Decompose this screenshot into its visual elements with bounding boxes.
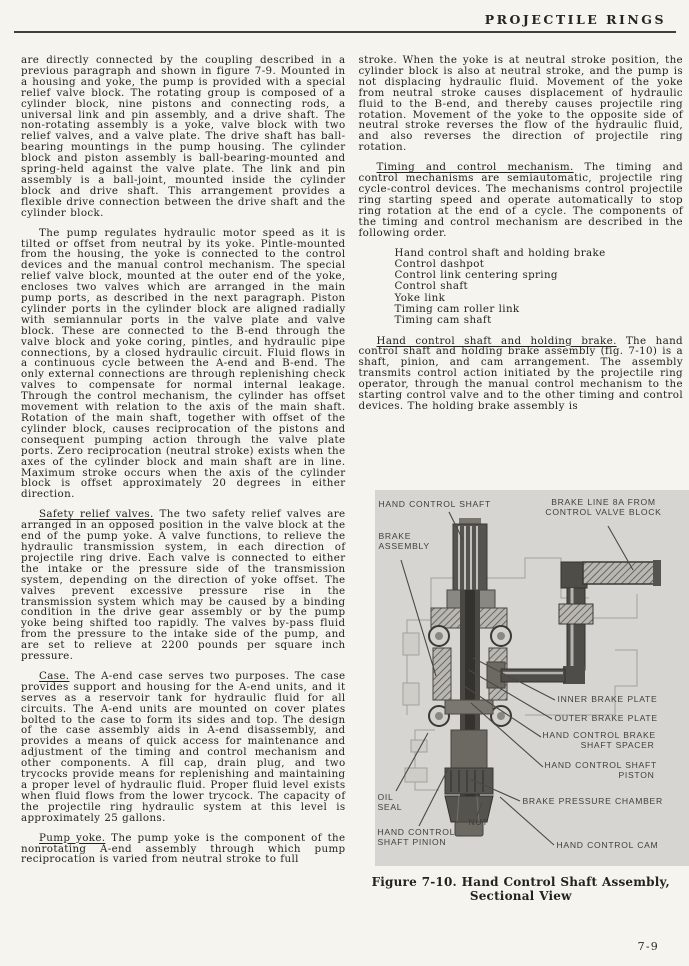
paragraph: Pump yoke. The pump yoke is the component of the nonrotating A-end assembly through which pump reciprocation is varied from neutral stroke to full bbox=[21, 831, 346, 866]
paragraph: Case. The A-end case serves two purposes. The case provides support and housing for the A-end units, and it serves as a reservoir tank for hydraulic fluid for all circuits. The A-end units are mounted on cover plates bolted to the case to form its sides and top. The design of the case assembly aids in A-end disassembly, and provides a means of quick access for maintenance and adjustment of the timing and control mechanism and other components. A fill cap, drain plug, and two trycocks provide means for replenishing and maintaining a proper level of hydraulic fluid. Proper fluid level exists when fluid flows from the lower trycock. The capacity of the projectile ring hydraulic system at this level is approximately 25 gallons. bbox=[21, 669, 346, 824]
right-column-paragraphs bbox=[359, 55, 684, 239]
shaft-assembly-drawing bbox=[429, 518, 511, 836]
figure-label-brake-assembly: BRAKE ASSEMBLY bbox=[378, 530, 430, 551]
paragraph-lead: Hand control shaft and holding brake. bbox=[376, 334, 617, 347]
paragraph-lead: Pump yoke. bbox=[39, 831, 106, 844]
component-list-item: Yoke link bbox=[394, 291, 446, 304]
figure-label-hand-control-shaft: HAND CONTROL SHAFT bbox=[378, 498, 491, 509]
figure-label-inner-brake-plate: INNER BRAKE PLATE bbox=[557, 693, 658, 704]
component-list-item: Timing cam roller link bbox=[394, 302, 520, 315]
paragraph: are directly connected by the coupling described in a previous paragraph and shown in figure 7-9. Mounted in a housing and yoke, the pump is provided with a special relief valve block. The rotating group is composed of a cylinder block, nine pistons and connecting rods, a universal link and pin assembly, and a drive shaft. The non-rotating assembly is a yoke, valve block with two relief valves, and a valve plate. The drive shaft has ball-bearing mountings in the pump housing. The cylinder block and piston assembly is ball-bearing-mounted and spring-held against the valve plate. The link and pin assembly is a ball-joint, mounted inside the cylinder block and drive shaft. This arrangement provides a flexible drive connection between the drive shaft and the cylinder block. bbox=[21, 54, 346, 219]
figure-label-shaft-piston: HAND CONTROL SHAFT PISTON bbox=[544, 759, 657, 780]
figure-label-nut: NUT bbox=[468, 816, 489, 827]
figure-label-brake-pressure-chamber: BRAKE PRESSURE CHAMBER bbox=[522, 795, 663, 806]
two-column-body bbox=[21, 55, 683, 904]
figure-label-hand-control-cam: HAND CONTROL CAM bbox=[556, 839, 659, 850]
figure-caption-line2: Sectional View bbox=[469, 889, 572, 904]
figure-caption bbox=[359, 875, 684, 904]
right-column-paragraphs bbox=[359, 336, 684, 412]
figure-label-oil-seal: OIL SEAL bbox=[377, 791, 403, 812]
paragraph-lead: Timing and control mechanism. bbox=[376, 161, 574, 174]
paragraph: Hand control shaft and holding brake. The hand control shaft and holding brake assembly (fig. 7-10) is a shaft, pinion, and cam arrangement. The assembly transmits control action initiated by the projectile ring operator, through the manual control mechanism to the starting control valve and to the other timing and control devices. The holding brake assembly is bbox=[358, 334, 683, 413]
left-column bbox=[21, 55, 346, 904]
component-list-item: Control shaft bbox=[394, 280, 468, 293]
component-list-item: Control link centering spring bbox=[394, 269, 558, 282]
running-head: PROJECTILE RINGS bbox=[484, 12, 666, 27]
page-number: 7-9 bbox=[637, 940, 659, 953]
paragraph: The pump regulates hydraulic motor speed as it is tilted or offset from neutral by its yoke. Pintle-mounted from the housing, the yoke is connected to the control devices and the manual control mechanism. The special relief valve block, mounted at the outer end of the yoke, encloses two valves which are arranged in the main pump ports, as described in the next paragraph. Piston cylinder ports in the cylinder block are aligned radially with semiannular ports in the valve plate and valve block. These are connected to the B-end through the valve block and yoke coring, pintles, and hydraulic pipe connections, by a closed hydraulic circuit. Fluid flows in a continuous cycle between the A-end and B-end. The only external connections are through replenishing check valves to compensate for normal internal leakage. Through the control mechanism, the cylinder has offset movement with relation to the axis of the main shaft. Rotation of the main shaft, together with offset of the cylinder block, causes reciprocation of the pistons and consequent pumping action through the valve plate ports. Zero reciprocation (neutral stroke) exists when the axes of the cylinder block and main shaft are in line. Maximum stroke occurs when the axis of the cylinder block is offset approximately 20 degrees in either direction. bbox=[21, 226, 346, 501]
component-list bbox=[395, 248, 684, 327]
component-list-item: Hand control shaft and holding brake bbox=[394, 246, 606, 259]
paragraph: stroke. When the yoke is at neutral stroke position, the cylinder block is also at neutral stroke, and the pump is not displacing hydraulic fluid. Movement of the yoke from neutral stroke causes displacement of hydraulic fluid to the B-end, and thereby causes projectile ring rotation. Movement of the yoke to the opposite side of neutral stroke reverses the flow of the hydraulic fluid, and also reverses the direction of projectile ring rotation. bbox=[358, 54, 683, 154]
figure-7-10 bbox=[359, 490, 684, 904]
figure-label-outer-brake-plate: OUTER BRAKE PLATE bbox=[554, 712, 658, 723]
figure-caption-line1: Figure 7-10. Hand Control Shaft Assembly, bbox=[371, 874, 670, 889]
paragraph: Safety relief valves. The two safety relief valves are arranged in an opposed position in the valve block at the end of the pump yoke. A valve functions, to relieve the hydraulic transmission system, in each direction of projectile ring drive. Each valve is connected to either the intake or the pressure side of the transmission system, depending on the direction of yoke offset. The valves prevent excessive pressure rise in the transmission system which may be caused by a binding condition in the drive gear assembly or by the pump yoke being shifted too rapidly. The valves by-pass fluid from the pressure to the intake side of the pump, and are set to relieve at 2200 pounds per square inch pressure. bbox=[21, 508, 346, 663]
page-header bbox=[14, 9, 676, 33]
right-column bbox=[359, 55, 684, 904]
component-list-item: Control dashpot bbox=[394, 257, 485, 270]
figure-label-shaft-pinion: HAND CONTROL SHAFT PINION bbox=[377, 826, 456, 847]
paragraph: Timing and control mechanism. The timing and control mechanisms are semiautomatic, projectile ring cycle-control devices. The mechanisms control projectile ring starting speed and operate automatically to stop ring rotation at the end of a cycle. The components of the timing and control mechanism are described in the following order. bbox=[358, 161, 684, 239]
component-list-item: Timing cam shaft bbox=[394, 314, 492, 327]
paragraph-lead: Case. bbox=[39, 669, 70, 682]
figure-image bbox=[375, 490, 689, 866]
figure-label-shaft-spacer: HAND CONTROL BRAKE SHAFT SPACER bbox=[542, 729, 656, 750]
paragraph-lead: Safety relief valves. bbox=[39, 508, 154, 521]
figure-label-brake-line: BRAKE LINE 8A FROM CONTROL VALVE BLOCK bbox=[545, 496, 662, 517]
